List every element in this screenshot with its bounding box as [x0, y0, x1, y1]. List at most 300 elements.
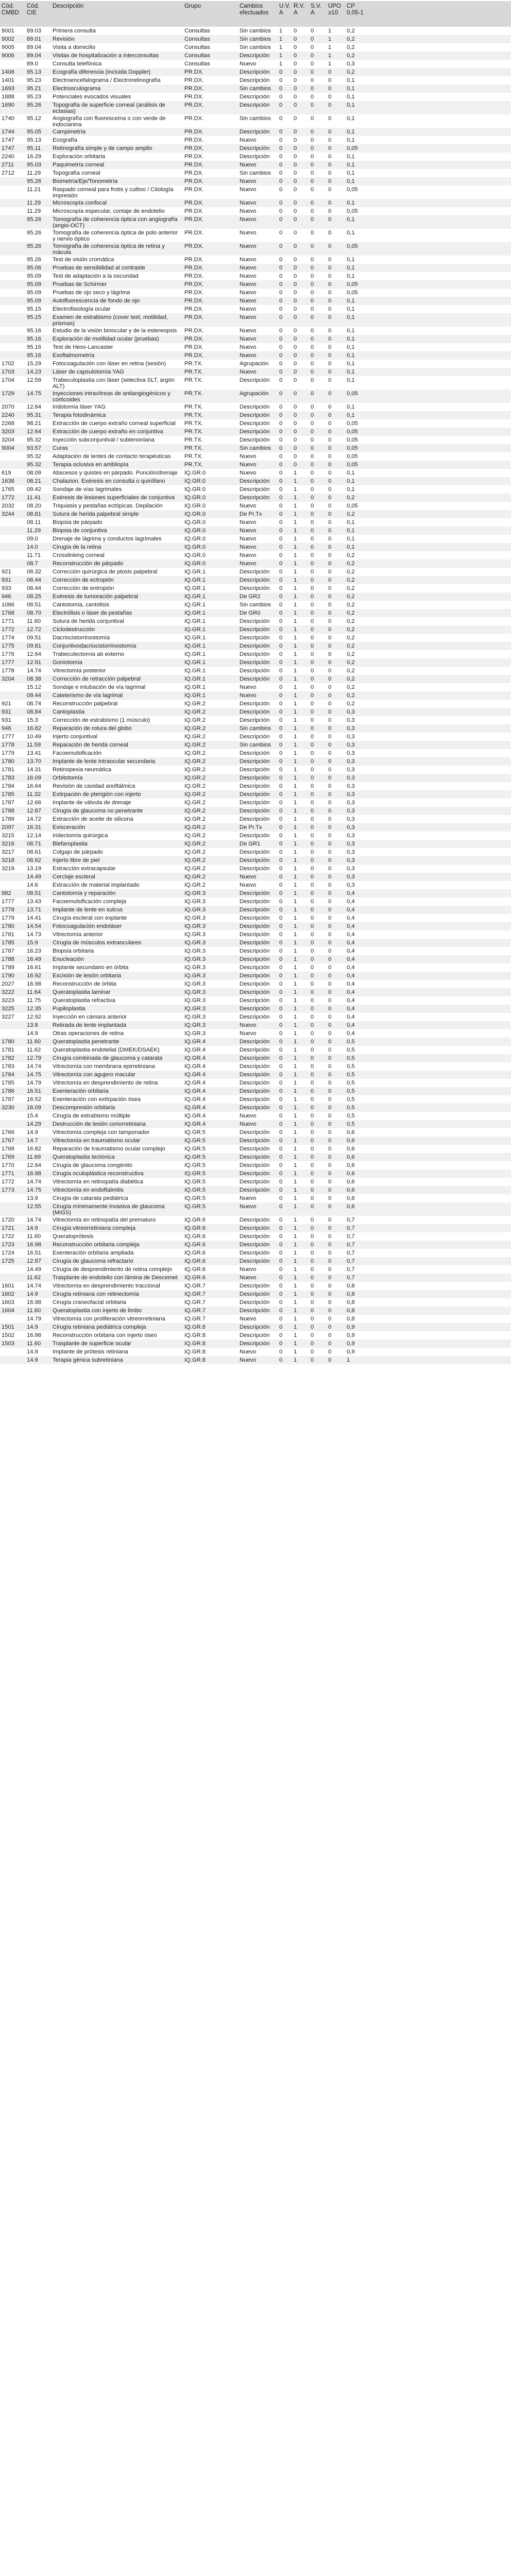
cell-col-cp: 0,3: [345, 865, 511, 873]
cell-col-cod-cmbd: 1766: [0, 1128, 25, 1137]
cell-col-cambios: Nuevo: [238, 560, 278, 568]
cell-col-rva: 1: [292, 955, 309, 963]
table-row: [0, 675, 511, 683]
cell-col-uva: 0: [278, 264, 292, 272]
cell-col-cambios: Descripción: [238, 700, 278, 708]
cell-col-cod-cmbd: 1777: [0, 733, 25, 741]
cell-col-sva: 0: [309, 52, 327, 60]
cell-col-descripcion: Retinopexia neumática: [51, 766, 183, 774]
cell-col-uva: 0: [278, 128, 292, 136]
cell-col-cod-cmbd: [0, 452, 25, 461]
cell-col-descripcion: Descompresión orbitaria: [51, 1104, 183, 1112]
cell-col-cambios: Descripción: [238, 799, 278, 807]
cell-col-sva: 0: [309, 955, 327, 963]
cell-col-upo: 0: [327, 1216, 345, 1224]
cell-col-cp: 0,3: [345, 799, 511, 807]
cell-col-sva: 0: [309, 343, 327, 351]
cell-col-sva: 0: [309, 1298, 327, 1307]
cell-col-cod-cmbd: 946: [0, 724, 25, 733]
cell-col-rva: 1: [292, 1161, 309, 1170]
cell-col-uva: 0: [278, 832, 292, 840]
cell-col-sva: 0: [309, 1104, 327, 1112]
cell-col-descripcion: Cirugía de desprendimiento de retina complejo: [51, 1265, 183, 1274]
cell-col-cp: 0,2: [345, 35, 511, 43]
cell-col-upo: 0: [327, 327, 345, 335]
cell-col-upo: 0: [327, 1178, 345, 1186]
cell-col-sva: 0: [309, 1095, 327, 1104]
cell-col-rva: 0: [292, 256, 309, 264]
cell-col-cod-cie: 16.98: [25, 1241, 51, 1249]
cell-col-grupo: IQ.GR.5: [183, 1178, 238, 1186]
cell-col-descripcion: Extracción de aceite de silicona: [51, 815, 183, 823]
cell-col-grupo: IQ.GR.6: [183, 1274, 238, 1282]
cell-col-grupo: IQ.GR.3: [183, 930, 238, 939]
cell-col-uva: 0: [278, 1137, 292, 1145]
cell-col-uva: 0: [278, 996, 292, 1005]
cell-col-sva: 0: [309, 35, 327, 43]
cell-col-grupo: IQ.GR.3: [183, 980, 238, 988]
cell-col-uva: 0: [278, 185, 292, 199]
cell-col-cp: 0,1: [345, 177, 511, 185]
cell-col-grupo: IQ.GR.1: [183, 642, 238, 650]
cell-col-cp: 0,9: [345, 1340, 511, 1348]
cell-col-sva: 0: [309, 289, 327, 297]
cell-col-grupo: IQ.GR.1: [183, 675, 238, 683]
cell-col-sva: 0: [309, 848, 327, 856]
cell-col-descripcion: Biopsia de párpado: [51, 518, 183, 527]
table-row: [0, 502, 511, 510]
cell-col-rva: 1: [292, 667, 309, 675]
cell-col-cod-cmbd: [0, 1356, 25, 1364]
cell-col-cod-cie: 08.20: [25, 502, 51, 510]
cell-col-upo: 0: [327, 313, 345, 327]
cell-col-cod-cmbd: 2027: [0, 980, 25, 988]
cell-col-cod-cie: 16.92: [25, 972, 51, 980]
cell-col-cod-cmbd: 1401: [0, 76, 25, 84]
cell-col-grupo: IQ.GR.1: [183, 568, 238, 576]
table-row: [0, 568, 511, 576]
table-row: [0, 389, 511, 403]
cell-col-sva: 0: [309, 551, 327, 560]
cell-col-uva: 0: [278, 485, 292, 494]
cell-col-cp: 0,4: [345, 1021, 511, 1029]
cell-col-cambios: Nuevo: [238, 452, 278, 461]
cell-col-cambios: Nuevo: [238, 1274, 278, 1282]
cell-col-cambios: Nuevo: [238, 691, 278, 700]
cell-col-cod-cie: 95.16: [25, 335, 51, 343]
cell-col-grupo: IQ.GR.7: [183, 1282, 238, 1290]
cell-col-grupo: IQ.GR.8: [183, 1323, 238, 1331]
cell-col-cod-cmbd: [0, 1194, 25, 1202]
table-row: [0, 351, 511, 360]
cell-col-descripcion: Vitrectomía con proliferación vitreorretiniana: [51, 1315, 183, 1323]
cell-col-grupo: PR.TX.: [183, 376, 238, 389]
cell-col-cambios: Descripción: [238, 1038, 278, 1046]
cell-col-grupo: PR.DX.: [183, 297, 238, 305]
cell-col-cp: 0,1: [345, 297, 511, 305]
cell-col-uva: 0: [278, 1290, 292, 1298]
cell-col-cod-cie: 12.64: [25, 650, 51, 658]
cell-col-sva: 0: [309, 741, 327, 749]
cell-col-grupo: IQ.GR.3: [183, 955, 238, 963]
cell-col-cod-cie: 14.49: [25, 1265, 51, 1274]
cell-col-rva: 1: [292, 700, 309, 708]
cell-col-rva: 0: [292, 343, 309, 351]
cell-col-cambios: Descripción: [238, 749, 278, 757]
cell-col-cod-cmbd: [0, 881, 25, 889]
cell-col-cod-cie: 15.29: [25, 360, 51, 368]
cell-col-rva: 0: [292, 305, 309, 313]
table-row: [0, 906, 511, 914]
cell-col-cambios: Descripción: [238, 1095, 278, 1104]
cell-col-grupo: IQ.GR.2: [183, 799, 238, 807]
cell-col-grupo: IQ.GR.0: [183, 485, 238, 494]
cell-col-uva: 0: [278, 922, 292, 930]
cell-col-cod-cmbd: 1780: [0, 1038, 25, 1046]
cell-col-uva: 0: [278, 136, 292, 144]
table-row: [0, 840, 511, 848]
cell-col-cp: 0,1: [345, 527, 511, 535]
cell-col-uva: 0: [278, 865, 292, 873]
cell-col-cp: 1: [345, 1356, 511, 1364]
cell-col-cod-cie: 08.44: [25, 576, 51, 584]
cell-col-descripcion: Implante de lente intraocular secundaria: [51, 757, 183, 766]
cell-col-uva: 0: [278, 947, 292, 955]
cell-col-sva: 0: [309, 161, 327, 169]
cell-col-rva: 1: [292, 708, 309, 716]
cell-col-rva: 1: [292, 1095, 309, 1104]
cell-col-cp: 0,2: [345, 642, 511, 650]
cell-col-cod-cie: 11.60: [25, 1232, 51, 1241]
cell-col-cambios: Descripción: [238, 576, 278, 584]
cell-col-sva: 0: [309, 185, 327, 199]
cell-col-cod-cie: 08.51: [25, 889, 51, 897]
cell-col-sva: 0: [309, 1087, 327, 1095]
cell-col-rva: 0: [292, 327, 309, 335]
cell-col-grupo: IQ.GR.2: [183, 782, 238, 790]
cell-col-cod-cie: 14.75: [25, 1186, 51, 1194]
cell-col-cambios: Descripción: [238, 733, 278, 741]
cell-col-cp: 0,2: [345, 592, 511, 601]
cell-col-descripcion: Excisión de lesión orbitaria: [51, 972, 183, 980]
cell-col-upo: 0: [327, 930, 345, 939]
cell-col-sva: 0: [309, 1079, 327, 1087]
cell-col-cambios: Nuevo: [238, 527, 278, 535]
cell-col-cambios: Descripción: [238, 1257, 278, 1265]
cell-col-cambios: Descripción: [238, 832, 278, 840]
cell-col-cod-cie: 11.32: [25, 790, 51, 799]
cell-col-sva: 0: [309, 335, 327, 343]
cell-col-sva: 0: [309, 1323, 327, 1331]
cell-col-cod-cmbd: 1777: [0, 897, 25, 906]
cell-col-uva: 0: [278, 1095, 292, 1104]
cell-col-grupo: PR.DX.: [183, 229, 238, 242]
cell-col-upo: 0: [327, 584, 345, 592]
cell-col-cod-cmbd: 1787: [0, 947, 25, 955]
cell-col-cod-cie: 16.51: [25, 1249, 51, 1257]
table-row: [0, 1079, 511, 1087]
cell-col-upo: 0: [327, 335, 345, 343]
cell-col-upo: 0: [327, 177, 345, 185]
cell-col-uva: 0: [278, 757, 292, 766]
cell-col-cambios: Nuevo: [238, 469, 278, 477]
cell-col-sva: 0: [309, 617, 327, 625]
cell-col-sva: 0: [309, 683, 327, 691]
cell-col-uva: 0: [278, 716, 292, 724]
cell-col-descripcion: Test de visión cromática: [51, 256, 183, 264]
cell-col-cambios: Descripción: [238, 1137, 278, 1145]
cell-col-upo: 0: [327, 576, 345, 584]
table-row: [0, 411, 511, 419]
cell-col-cambios: Agrupación: [238, 360, 278, 368]
cell-col-cod-cie: 08.61: [25, 848, 51, 856]
cell-col-cambios: Descripción: [238, 716, 278, 724]
cell-col-sva: 0: [309, 1128, 327, 1137]
cell-col-rva: 1: [292, 527, 309, 535]
cell-col-cp: 0,6: [345, 1186, 511, 1194]
cell-col-upo: 0: [327, 1257, 345, 1265]
cell-col-rva: 1: [292, 865, 309, 873]
cell-col-upo: 0: [327, 980, 345, 988]
table-row: [0, 584, 511, 592]
cell-col-upo: 0: [327, 955, 345, 963]
table-row: [0, 790, 511, 799]
cell-col-descripcion: Inyecciones intravítreas de antiangiogénicos y corticoides: [51, 389, 183, 403]
cell-col-cod-cie: 08.32: [25, 568, 51, 576]
cell-col-uva: 0: [278, 856, 292, 865]
cell-col-cod-cie: 13.41: [25, 749, 51, 757]
cell-col-descripcion: Vitrectomía en retinopatía diabética: [51, 1178, 183, 1186]
cell-col-uva: 0: [278, 840, 292, 848]
cell-col-rva: 0: [292, 76, 309, 84]
cell-col-sva: 0: [309, 815, 327, 823]
cell-col-grupo: IQ.GR.4: [183, 1038, 238, 1046]
cell-col-cambios: Descripción: [238, 1161, 278, 1170]
cell-col-cambios: Descripción: [238, 658, 278, 667]
cell-col-cambios: De GR2: [238, 592, 278, 601]
cell-col-cod-cmbd: 2097: [0, 823, 25, 832]
cell-col-cod-cmbd: 1769: [0, 1153, 25, 1161]
cell-col-cp: 0,4: [345, 947, 511, 955]
cell-col-cp: 0,3: [345, 881, 511, 889]
cell-col-upo: 0: [327, 1046, 345, 1054]
cell-col-cambios: De Pr.Tx: [238, 510, 278, 518]
cell-col-upo: 1: [327, 52, 345, 60]
cell-col-grupo: IQ.GR.1: [183, 617, 238, 625]
cell-col-cp: 0,8: [345, 1315, 511, 1323]
cell-col-rva: 0: [292, 428, 309, 436]
cell-col-cambios: Nuevo: [238, 351, 278, 360]
cell-col-descripcion: Cateterismo de vía lagrimal: [51, 691, 183, 700]
cell-col-cambios: Descripción: [238, 815, 278, 823]
cell-col-uva: 0: [278, 1274, 292, 1282]
cell-col-rva: 1: [292, 873, 309, 881]
cell-col-uva: 0: [278, 305, 292, 313]
cell-col-rva: 0: [292, 60, 309, 68]
cell-col-grupo: IQ.GR.3: [183, 889, 238, 897]
cell-col-descripcion: Pruebas de ojo seco y lágrima: [51, 289, 183, 297]
table-row: [0, 634, 511, 642]
cell-col-descripcion: Reparación de rotura del globo: [51, 724, 183, 733]
cell-col-upo: 0: [327, 988, 345, 996]
cell-col-upo: 0: [327, 774, 345, 782]
cell-col-cambios: Descripción: [238, 1178, 278, 1186]
cell-col-grupo: IQ.GR.4: [183, 1079, 238, 1087]
cell-col-grupo: PR.TX.: [183, 436, 238, 444]
cell-col-cod-cie: 11.69: [25, 1153, 51, 1161]
cell-col-descripcion: Cirugía de estrabismo múltiple: [51, 1112, 183, 1120]
cell-col-upo: 0: [327, 452, 345, 461]
table-row: [0, 1120, 511, 1128]
cell-col-upo: 0: [327, 1120, 345, 1128]
procedures-table: [0, 1, 511, 1364]
cell-col-grupo: IQ.GR.2: [183, 724, 238, 733]
cell-col-grupo: IQ.GR.4: [183, 1104, 238, 1112]
table-row: [0, 256, 511, 264]
cell-col-uva: 0: [278, 988, 292, 996]
cell-col-descripcion: Reconstrucción orbitaria con injerto óseo: [51, 1331, 183, 1340]
cell-col-uva: 0: [278, 1104, 292, 1112]
table-row: [0, 52, 511, 60]
cell-col-rva: 1: [292, 1340, 309, 1348]
cell-col-upo: 0: [327, 972, 345, 980]
cell-col-rva: 0: [292, 136, 309, 144]
cell-col-cp: 0,2: [345, 625, 511, 634]
cell-col-cod-cmbd: 1602: [0, 1290, 25, 1298]
cell-col-upo: 0: [327, 551, 345, 560]
cell-col-upo: 0: [327, 1013, 345, 1021]
cell-col-cod-cie: 95.13: [25, 136, 51, 144]
cell-col-upo: 0: [327, 683, 345, 691]
cell-col-uva: 0: [278, 1232, 292, 1241]
cell-col-uva: 1: [278, 43, 292, 52]
cell-col-uva: 0: [278, 242, 292, 256]
cell-col-cod-cie: 16.09: [25, 1104, 51, 1112]
cell-col-cod-cie: 15.12: [25, 683, 51, 691]
cell-col-cambios: Nuevo: [238, 177, 278, 185]
cell-col-descripcion: Tomografía de coherencia óptica de polo anterior y nervio óptico: [51, 229, 183, 242]
cell-col-descripcion: Extracción de cuerpo extraño corneal superficial: [51, 419, 183, 428]
cell-col-cod-cie: 12.87: [25, 807, 51, 815]
cell-col-descripcion: Corrección de entropión: [51, 584, 183, 592]
cell-col-upo: 0: [327, 161, 345, 169]
cell-col-cp: 0,6: [345, 1145, 511, 1153]
cell-col-uva: 1: [278, 35, 292, 43]
table-row: [0, 1128, 511, 1137]
cell-col-cod-cmbd: [0, 691, 25, 700]
cell-col-cod-cmbd: [0, 1029, 25, 1038]
cell-col-rva: 1: [292, 1356, 309, 1364]
cell-col-uva: 0: [278, 351, 292, 360]
cell-col-rva: 0: [292, 35, 309, 43]
cell-col-cambios: Sin cambios: [238, 43, 278, 52]
cell-col-rva: 0: [292, 289, 309, 297]
cell-col-sva: 0: [309, 757, 327, 766]
header-col-cod-cmbd: Cód. CMBD: [0, 1, 25, 27]
cell-col-rva: 1: [292, 840, 309, 848]
cell-col-uva: 0: [278, 774, 292, 782]
cell-col-rva: 0: [292, 161, 309, 169]
cell-col-rva: 1: [292, 1241, 309, 1249]
cell-col-cod-cie: 16.98: [25, 980, 51, 988]
cell-col-cambios: Descripción: [238, 494, 278, 502]
cell-col-cambios: Nuevo: [238, 207, 278, 215]
cell-col-cod-cie: 95.16: [25, 343, 51, 351]
cell-col-sva: 0: [309, 1241, 327, 1249]
cell-col-cambios: Nuevo: [238, 136, 278, 144]
cell-col-uva: 0: [278, 68, 292, 76]
cell-col-cambios: Nuevo: [238, 215, 278, 229]
cell-col-cod-cie: 13.8: [25, 1021, 51, 1029]
cell-col-cod-cmbd: 2712: [0, 169, 25, 177]
cell-col-sva: 0: [309, 1178, 327, 1186]
cell-col-rva: 1: [292, 485, 309, 494]
cell-col-upo: 0: [327, 256, 345, 264]
cell-col-cod-cmbd: [0, 256, 25, 264]
cell-col-uva: 0: [278, 510, 292, 518]
table-row: [0, 1282, 511, 1290]
cell-col-upo: 0: [327, 1232, 345, 1241]
cell-col-cod-cmbd: 3222: [0, 988, 25, 996]
cell-col-cp: 0,4: [345, 897, 511, 906]
cell-col-cp: 0,2: [345, 617, 511, 625]
cell-col-uva: 0: [278, 477, 292, 485]
cell-col-rva: 1: [292, 1249, 309, 1257]
cell-col-uva: 0: [278, 823, 292, 832]
cell-col-cp: 0,4: [345, 1005, 511, 1013]
cell-col-rva: 0: [292, 411, 309, 419]
cell-col-sva: 0: [309, 889, 327, 897]
cell-col-cod-cmbd: 931: [0, 716, 25, 724]
cell-col-cp: 0,1: [345, 84, 511, 93]
cell-col-uva: 0: [278, 469, 292, 477]
cell-col-descripcion: Exenteración orbitaria ampliada: [51, 1249, 183, 1257]
cell-col-cod-cmbd: 1783: [0, 774, 25, 782]
cell-col-uva: 0: [278, 873, 292, 881]
cell-col-cod-cie: 14.75: [25, 1071, 51, 1079]
table-row: [0, 436, 511, 444]
cell-col-upo: 0: [327, 889, 345, 897]
cell-col-cp: 0,3: [345, 708, 511, 716]
cell-col-cod-cmbd: 3223: [0, 996, 25, 1005]
cell-col-grupo: PR.DX.: [183, 161, 238, 169]
cell-col-uva: 0: [278, 741, 292, 749]
cell-col-uva: 0: [278, 289, 292, 297]
cell-col-cp: 0,5: [345, 1112, 511, 1120]
cell-col-descripcion: Facoemulsificación: [51, 749, 183, 757]
cell-col-cambios: Nuevo: [238, 1202, 278, 1216]
cell-col-cod-cie: 14.54: [25, 922, 51, 930]
cell-col-cambios: Sin cambios: [238, 601, 278, 609]
cell-col-grupo: PR.DX.: [183, 289, 238, 297]
cell-col-rva: 0: [292, 229, 309, 242]
cell-col-rva: 1: [292, 716, 309, 724]
cell-col-cod-cmbd: 1702: [0, 360, 25, 368]
cell-col-descripcion: Pruebas de Schirmer: [51, 280, 183, 289]
cell-col-descripcion: Blefaroplastia: [51, 840, 183, 848]
cell-col-cambios: Nuevo: [238, 256, 278, 264]
cell-col-cp: 0,4: [345, 914, 511, 922]
cell-col-grupo: IQ.GR.0: [183, 469, 238, 477]
cell-col-upo: 0: [327, 68, 345, 76]
cell-col-cod-cie: 11.75: [25, 996, 51, 1005]
cell-col-cp: 0,2: [345, 667, 511, 675]
cell-col-cod-cmbd: [0, 327, 25, 335]
header-col-rva: R.V. A: [292, 1, 309, 27]
cell-col-uva: 0: [278, 667, 292, 675]
cell-col-cod-cmbd: 1502: [0, 1331, 25, 1340]
cell-col-uva: 0: [278, 1265, 292, 1274]
